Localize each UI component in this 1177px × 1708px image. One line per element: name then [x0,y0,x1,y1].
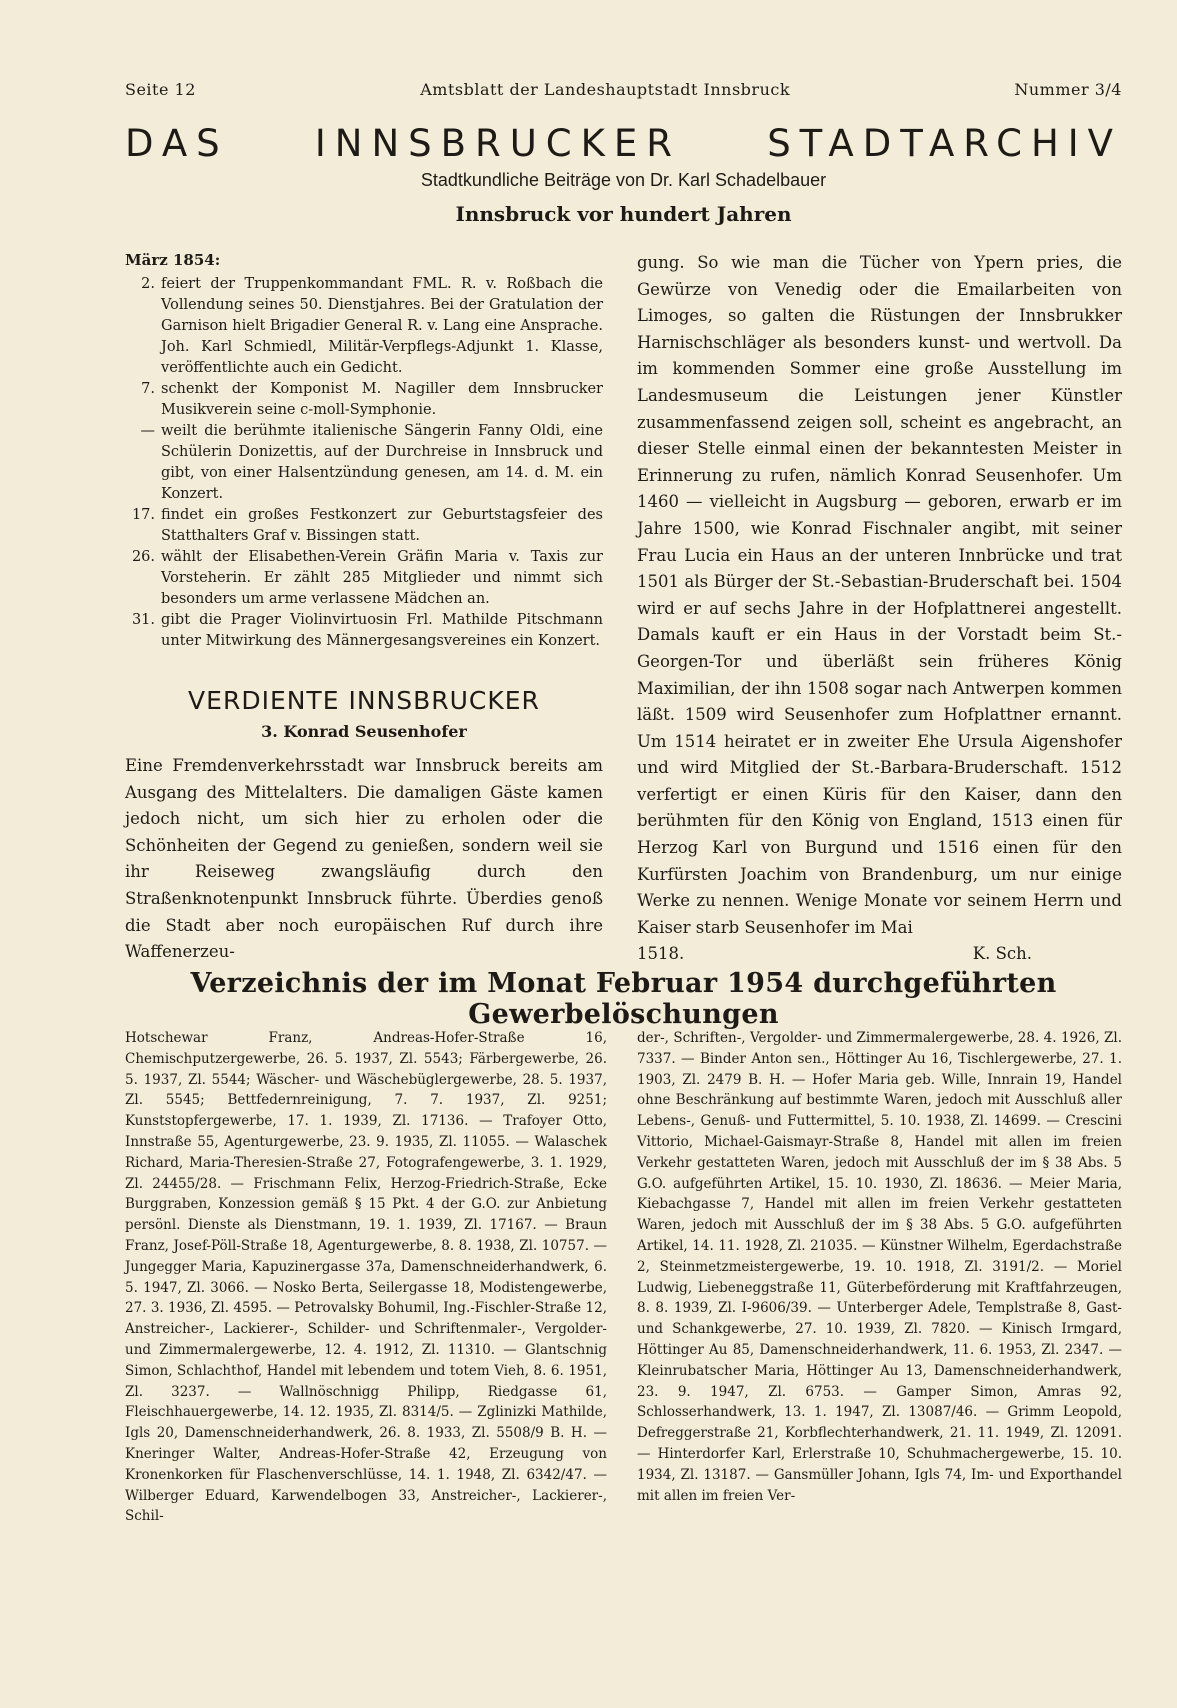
verdiente-closing [637,941,1122,968]
entry-day: 26. [131,549,155,565]
chronicle-entry [125,379,603,421]
gewerbe-column-right [637,1028,1122,1506]
verdiente-heading: VERDIENTE INNSBRUCKER [188,686,540,715]
verdiente-paragraph-continued: gung. So wie man die Tücher von Ypern pries, die Gewürze von Venedig oder die Emailarbeiten von Limoges, so galten die Rüstungen der Innsbrukker Harnischschläger als besonders kunst- und wertvoll. Da im kommenden Sommer eine große Ausstellung im Landesmuseum die Leistungen jener Künstler zusammenfassend zeigen soll, scheint es angebracht, an dieser Stelle einmal einen der bekanntesten Meister in Erinnerung zu rufen, nämlich Konrad Seusenhofer. Um 1460 — vielleicht in Augsburg — geboren, erwarb er im Jahre 1500, wie Konrad Fischnaler angibt, mit seiner Frau Lucia ein Haus an der unteren Innbrücke und trat 1501 als Bürger der St.-Sebastian-Bruderschaft bei. 1504 wird er auf sechs Jahre in der Hofplattnerei angestellt. Damals kauft er ein Haus in der Vorstadt beim St.-Georgen-Tor und überläßt sein früheres König Maximilian, der ihn 1508 sogar nach Antwerpen kommen läßt. 1509 wird Seusenhofer zum Hofplattner ernannt. Um 1514 heiratet er in zweiter Ehe Ursula Aigenshofer und wird Mitglied der St.-Barbara-Bruderschaft. 1512 verfertigt er einen Küris für den Kaiser, dann den berühmten für den König von England, 1513 einen für Herzog Karl von Burgund und 1516 einen für den Kurfürsten Joachim von Brandenburg, um nur einige Werke zu nennen. Wenige Monate vor seinem Herrn und Kaiser starb Seusenhofer im Mai [637,253,1122,937]
gewerbe-column-left [125,1028,607,1527]
verdiente-subheading: 3. Konrad Seusenhofer [261,722,467,741]
gewerbe-list-text: der-, Schriften-, Vergolder- und Zimmermalergewerbe, 28. 4. 1926, Zl. 7337. — Binder Anton sen., Höttinger Au 16, Tischlergewerbe, 27. 1. 1903, Zl. 2479 B. H. — Hofer Maria geb. Wille, Innrain 19, Handel ohne Beschränkung auf bestimmte Waren, jedoch mit Ausschluß aller Lebens-, Genuß- und Futtermittel, 5. 10. 1938, Zl. 14699. — Crescini Vittorio, Michael-Gaismayr-Straße 8, Handel mit allen im freien Verkehr gestatteten Waren, jedoch mit Ausschluß der im § 38 Abs. 5 G.O. aufgeführten Artikel, 15. 10. 1930, Zl. 18636. — Meier Maria, Kiebachgasse 7, Handel mit allen im freien Verkehr gestatteten Waren, jedoch mit Ausschluß der im § 38 Abs. 5 G.O. aufgeführten Artikel, 14. 11. 1928, Zl. 21035. — Künstner Wilhelm, Egerdachstraße 2, Steinmetzmeistergewerbe, 19. 10. 1918, Zl. 3191/2. — Moriel Ludwig, Liebeneggstraße 11, Güterbeförderung mit Kraftfahrzeugen, 8. 8. 1939, Zl. I-9606/39. — Unterberger Adele, Templstraße 8, Gast- und Schankgewerbe, 27. 10. 1939, Zl. 7820. — Kinisch Irmgard, Höttinger Au 85, Damenschneiderhandwerk, 11. 6. 1953, Zl. 2347. — Kleinrubatscher Maria, Höttinger Au 13, Damenschneiderhandwerk, 23. 9. 1947, Zl. 6753. — Gamper Simon, Amras 92, Schlosserhandwerk, 13. 1. 1947, Zl. 13087/46. — Grimm Leopold, Defreggerstraße 21, Korbflechterhandwerk, 21. 11. 1949, Zl. 12091. — Hinterdorfer Karl, Erlerstraße 10, Schuhmachergewerbe, 15. 10. 1934, Zl. 13187. — Gansmüller Johann, Igls 74, Im- und Exporthandel mit allen im freien Ver- [637,1030,1122,1504]
gewerbe-list-text: Hotschewar Franz, Andreas-Hofer-Straße 16, Chemischputzergewerbe, 26. 5. 1937, Zl. 5543; Färbergewerbe, 26. 5. 1937, Zl. 5544; Wäscher- und Wäschebüglergewerbe, 28. 5. 1937, Zl. 5545; Bettfedernreinigung, 7. 7. 1937, Zl. 9251; Kunststopfergewerbe, 17. 1. 1939, Zl. 17136. — Trafoyer Otto, Innstraße 55, Agenturgewerbe, 23. 9. 1935, Zl. 11055. — Walaschek Richard, Maria-Theresien-Straße 27, Fotografengewerbe, 3. 1. 1929, Zl. 24455/28. — Frischmann Felix, Herzog-Friedrich-Straße, Ecke Burggraben, Konzession gemäß § 15 Pkt. 4 der G.O. zur Anbietung persönl. Dienste als Dienstmann, 19. 1. 1939, Zl. 17167. — Braun Franz, Josef-Pöll-Straße 18, Agenturgewerbe, 8. 8. 1938, Zl. 10757. — Jungegger Maria, Kapuzinergasse 37a, Damenschneiderhandwerk, 6. 5. 1947, Zl. 3066. — Nosko Berta, Seilergasse 18, Modistengewerbe, 27. 3. 1936, Zl. 4595. — Petrovalsky Bohumil, Ing.-Fischler-Straße 12, Anstreicher-, Lackierer-, Schilder- und Schriftenmaler-, Vergolder- und Zimmermalergewerbe, 12. 4. 1912, Zl. 11310. — Glantschnig Simon, Schlachthof, Handel mit lebendem und totem Vieh, 8. 6. 1951, Zl. 3237. — Wallnöschnigg Philipp, Riedgasse 61, Fleischhauergewerbe, 14. 12. 1935, Zl. 8314/5. — Zglinizki Mathilde, Igls 20, Damenschneiderhandwerk, 26. 8. 1933, Zl. 5508/9 B. H. — Kneringer Walter, Andreas-Hofer-Straße 42, Erzeugung von Kronenkorken für Flaschenverschlüsse, 14. 1. 1948, Zl. 6342/47. — Wilberger Eduard, Karwendelbogen 33, Anstreicher-, Lackierer-, Schil- [125,1030,607,1525]
entry-text: wählt der Elisabethen-Verein Gräfin Maria v. Taxis zur Vorsteherin. Er zählt 285 Mitglieder und nimmt sich besonders um arme verlassene Mädchen an. [161,549,603,607]
entry-day: — [140,423,155,439]
entry-day: 31. [131,612,155,628]
issue-number: Nummer 3/4 [1014,80,1122,99]
chronicle-entry [125,421,603,505]
chronicle-entry [125,505,603,547]
entry-text: feiert der Truppenkommandant FML. R. v. Roßbach die Vollendung seines 50. Dienstjahres. Bei der Gratulation der Garnison hielt Brigadier General R. v. Lang eine Ansprache. Joh. Karl Schmiedl, Militär-Verpflegs-Adjunkt 1. Klasse, veröffentlichte auch ein Gedicht. [161,276,603,376]
article-title: DAS INNSBRUCKER STADTARCHIV [125,122,1122,165]
article-subtitle: Stadtkundliche Beiträge von Dr. Karl Schadelbauer [420,170,827,190]
entry-text: findet ein großes Festkonzert zur Geburtstagsfeier des Statthalters Graf v. Bissingen statt. [161,507,603,544]
section-title-hundred-years: Innsbruck vor hundert Jahren [455,202,792,226]
entry-text: weilt die berühmte italienische Sängerin Fanny Oldi, eine Schülerin Donizettis, auf der Durchreise in Innsbruck und gibt, von einer Halsentzündung genesen, am 14. d. M. ein Konzert. [161,423,603,502]
entry-day: 2. [141,276,155,292]
entry-text: gibt die Prager Violinvirtuosin Frl. Mathilde Pitschmann unter Mitwirkung des Männergesangsvereines ein Konzert. [161,612,603,649]
chronicle-column [125,250,603,652]
verdiente-paragraph: Eine Fremdenverkehrsstadt war Innsbruck bereits am Ausgang des Mittelalters. Die damaligen Gäste kamen jedoch nicht, um sich hier zu erholen oder die Schönheiten der Gegend zu genießen, sondern weil sie ihr Reiseweg zwangsläufig durch den Straßenknotenpunkt Innsbruck führte. Überdies genoß die Stadt aber noch europäischen Ruf durch ihre Waffenerzeu- [125,756,603,962]
chronicle-entry [125,547,603,610]
author-signature: K. Sch. [972,944,1032,964]
publication-title: Amtsblatt der Landeshauptstadt Innsbruck [420,80,791,99]
gewerbe-heading: Verzeichnis der im Monat Februar 1954 durchgeführten Gewerbelöschungen [190,968,1057,1030]
entry-text: schenkt der Komponist M. Nagiller dem Innsbrucker Musikverein seine c-moll-Symphonie. [161,381,603,418]
closing-year: 1518. [637,944,685,964]
page-number: Seite 12 [125,80,196,99]
chronicle-entry [125,610,603,652]
chronicle-entry [125,274,603,379]
verdiente-body-left [125,753,603,966]
chronicle-month: März 1854: [125,251,221,269]
verdiente-column-right [637,250,1122,968]
entry-day: 17. [131,507,155,523]
running-header [125,80,1122,99]
entry-day: 7. [141,381,155,397]
